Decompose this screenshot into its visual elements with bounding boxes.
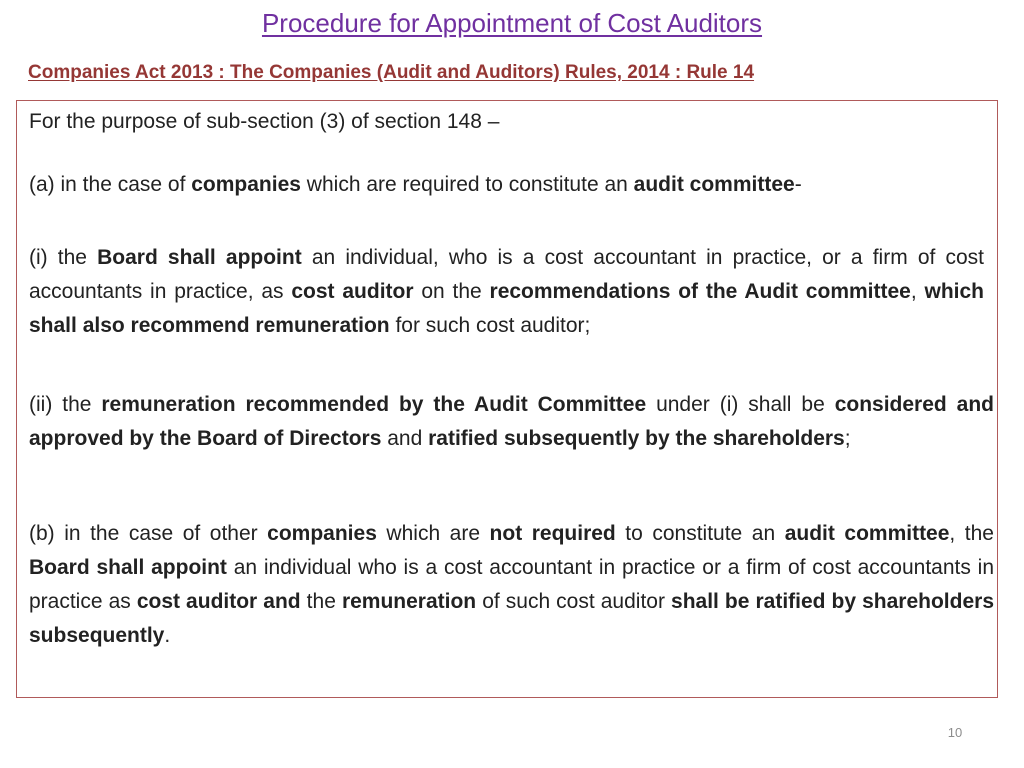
clause-i-text-4: , (910, 280, 925, 303)
clause-ii-text-2: under (i) shall be (646, 393, 835, 416)
clause-b-paragraph (29, 517, 994, 653)
clause-i-bold-4: which shall also recommend remuneration (29, 280, 985, 337)
clause-b-text-7: of such cost auditor (476, 590, 672, 613)
clause-b-bold-2: not required (489, 522, 616, 545)
clause-i-text-1: (i) the (29, 246, 98, 269)
intro-paragraph: For the purpose of sub-section (3) of section 148 – (29, 110, 500, 133)
clause-i-bold-3: recommendations of the Audit committee (489, 280, 911, 303)
page-number: 10 (947, 725, 963, 740)
clause-b-bold-4: Board shall appoint (29, 556, 227, 579)
clause-i-paragraph (29, 241, 984, 343)
clause-b-bold-3: audit committee (784, 522, 950, 545)
clause-a-bold-2: audit committee (633, 173, 795, 196)
clause-b-bold-7: shall be ratified by shareholders subsequently (29, 590, 994, 647)
clause-b-bold-6: remuneration (341, 590, 477, 613)
clause-b-bold-5: cost auditor and (136, 590, 301, 613)
clause-b-text-5: an individual who is a cost accountant in practice or a firm of cost accountants in practice as (29, 556, 994, 613)
clause-i-bold-1: Board shall appoint (97, 246, 302, 269)
clause-ii-text-1: (ii) the (29, 393, 102, 416)
clause-b-text-2: which are (376, 522, 490, 545)
clause-b-text-4: , the (949, 522, 994, 545)
slide-title: Procedure for Appointment of Cost Auditors (261, 8, 763, 38)
clause-ii-paragraph (29, 388, 994, 456)
clause-a-bold-1: companies (191, 173, 301, 196)
content-box (16, 100, 998, 698)
clause-a-paragraph (29, 168, 994, 202)
clause-ii-text-4: ; (844, 427, 851, 450)
clause-ii-text-3: and (381, 427, 429, 450)
clause-i-text-5: for such cost auditor; (389, 314, 591, 337)
clause-b-text-6: the (300, 590, 342, 613)
clause-ii-bold-2: considered and approved by the Board of Directors (29, 393, 994, 450)
rule-reference-subtitle: Companies Act 2013 : The Companies (Audit and Auditors) Rules, 2014 : Rule 14 (28, 62, 755, 83)
clause-i-text-2: an individual, who is a cost accountant in practice, or a firm of cost accountants in practice, as (29, 246, 984, 303)
clause-i-text-3: on the (413, 280, 490, 303)
clause-ii-bold-1: remuneration recommended by the Audit Committee (101, 393, 647, 416)
clause-b-text-8: . (164, 624, 171, 647)
clause-a-text-3: - (794, 173, 802, 196)
clause-a-text-1: (a) in the case of (29, 173, 192, 196)
clause-i-bold-2: cost auditor (291, 280, 414, 303)
clause-b-bold-1: companies (267, 522, 377, 545)
clause-a-text-2: which are required to constitute an (300, 173, 634, 196)
clause-ii-bold-3: ratified subsequently by the shareholders (428, 427, 845, 450)
clause-b-text-1: (b) in the case of other (29, 522, 268, 545)
clause-b-text-3: to constitute an (615, 522, 785, 545)
